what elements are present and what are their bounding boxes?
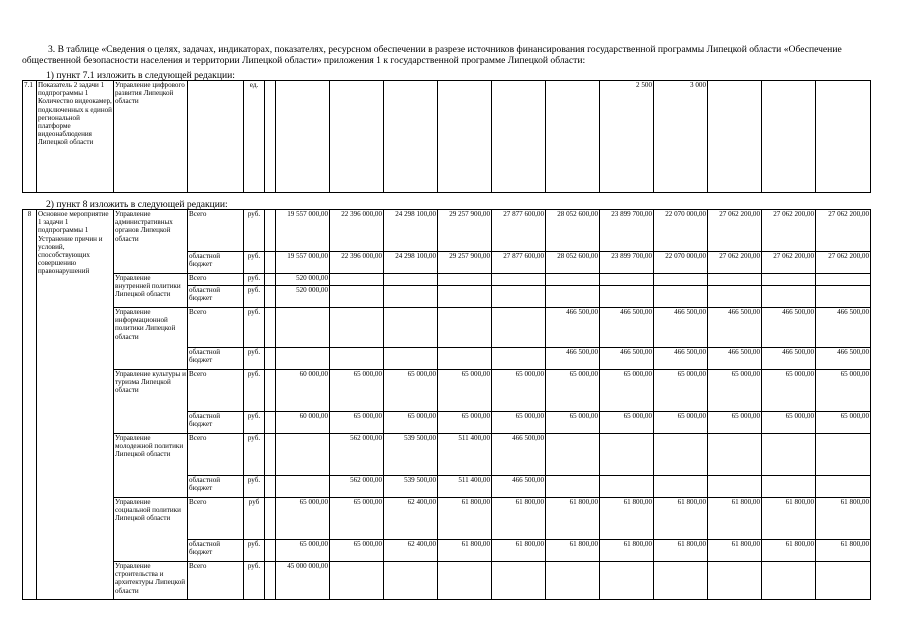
value-cell: 22 396 000,00 bbox=[330, 252, 384, 274]
empty-cell bbox=[265, 210, 276, 252]
value-cell bbox=[600, 562, 654, 600]
empty-cell bbox=[265, 434, 276, 476]
value-cell: 466 500,00 bbox=[762, 308, 816, 348]
unit-cell: руб. bbox=[244, 252, 265, 274]
executor: Управление строительства и архитектуры Липецкой области bbox=[114, 562, 188, 600]
empty-cell bbox=[265, 412, 276, 434]
value-cell: 61 800,00 bbox=[438, 540, 492, 562]
value-cell: 539 500,00 bbox=[384, 434, 438, 476]
value-cell bbox=[438, 274, 492, 286]
value-cell bbox=[492, 274, 546, 286]
table-item-7-1 bbox=[22, 80, 871, 193]
value-cell bbox=[546, 274, 600, 286]
value-cell: 65 000,00 bbox=[600, 370, 654, 412]
value-cell bbox=[708, 286, 762, 308]
value-cell bbox=[276, 434, 330, 476]
value-cell bbox=[816, 476, 871, 498]
value-cell bbox=[600, 286, 654, 308]
value-cell: 466 500,00 bbox=[492, 434, 546, 476]
value-cell bbox=[654, 434, 708, 476]
value-cell: 28 052 600,00 bbox=[546, 252, 600, 274]
value-cell: 60 000,00 bbox=[276, 412, 330, 434]
intro-paragraph: 3. В таблице «Сведения о целях, задачах, индикаторах, показателях, ресурсном обеспечении в разрезе источников финансирования государственной программы Липецкой области «Обеспечение общественной безопасности населения и территории Липецкой области» приложения 1 к государственной программе Липецкой области: bbox=[22, 44, 842, 66]
value-cell: 65 000,00 bbox=[762, 412, 816, 434]
value-cell: 466 500,00 bbox=[600, 308, 654, 348]
value-cell bbox=[276, 81, 330, 193]
value-cell bbox=[492, 348, 546, 370]
value-cell bbox=[654, 562, 708, 600]
value-cell bbox=[492, 81, 546, 193]
table-item-8 bbox=[22, 209, 871, 600]
funding-source: областной бюджет bbox=[188, 252, 244, 274]
activity-name: Основное мероприятие 1 задачи 1 подпрограммы 1 Устранение причин и условий, способствующих совершению правонарушений bbox=[37, 210, 114, 600]
row-number: 7.1 bbox=[23, 81, 37, 193]
value-cell: 61 800,00 bbox=[492, 540, 546, 562]
value-cell bbox=[762, 434, 816, 476]
value-cell bbox=[438, 348, 492, 370]
value-cell bbox=[330, 348, 384, 370]
value-cell bbox=[816, 81, 871, 193]
value-cell: 65 000,00 bbox=[438, 412, 492, 434]
unit-cell: руб. bbox=[244, 412, 265, 434]
funding-source: Всего bbox=[188, 434, 244, 476]
unit-cell: руб. bbox=[244, 370, 265, 412]
value-cell: 65 000,00 bbox=[330, 370, 384, 412]
value-cell: 466 500,00 bbox=[816, 348, 871, 370]
funding-source: Всего bbox=[188, 498, 244, 540]
funding-source: областной бюджет bbox=[188, 412, 244, 434]
table-row bbox=[23, 434, 871, 476]
executor: Управление цифрового развития Липецкой области bbox=[114, 81, 188, 193]
value-cell bbox=[816, 434, 871, 476]
value-cell bbox=[546, 81, 600, 193]
value-cell bbox=[330, 81, 384, 193]
value-cell: 60 000,00 bbox=[276, 370, 330, 412]
value-cell bbox=[438, 286, 492, 308]
value-cell bbox=[816, 274, 871, 286]
value-cell bbox=[762, 286, 816, 308]
table-row bbox=[23, 210, 871, 252]
funding-source: областной бюджет bbox=[188, 540, 244, 562]
unit-cell: руб. bbox=[244, 274, 265, 286]
value-cell: 65 000,00 bbox=[276, 498, 330, 540]
value-cell: 65 000,00 bbox=[762, 370, 816, 412]
value-cell bbox=[816, 562, 871, 600]
value-cell bbox=[384, 308, 438, 348]
value-cell bbox=[438, 81, 492, 193]
value-cell: 65 000,00 bbox=[492, 370, 546, 412]
value-cell: 23 899 700,00 bbox=[600, 252, 654, 274]
value-cell: 466 500,00 bbox=[600, 348, 654, 370]
value-cell bbox=[762, 562, 816, 600]
value-cell: 29 257 900,00 bbox=[438, 210, 492, 252]
value-cell: 61 800,00 bbox=[600, 540, 654, 562]
unit-cell: руб bbox=[244, 498, 265, 540]
value-cell: 511 400,00 bbox=[438, 434, 492, 476]
value-cell: 65 000,00 bbox=[816, 412, 871, 434]
value-cell: 27 062 200,00 bbox=[762, 252, 816, 274]
value-cell: 466 500,00 bbox=[708, 348, 762, 370]
value-cell: 65 000,00 bbox=[384, 412, 438, 434]
source-cell bbox=[188, 81, 244, 193]
value-cell bbox=[438, 308, 492, 348]
funding-source: областной бюджет bbox=[188, 286, 244, 308]
value-cell: 61 800,00 bbox=[816, 498, 871, 540]
executor: Управление молодежной политики Липецкой области bbox=[114, 434, 188, 498]
value-cell: 23 899 700,00 bbox=[600, 210, 654, 252]
funding-source: Всего bbox=[188, 370, 244, 412]
value-cell: 65 000,00 bbox=[708, 370, 762, 412]
table-row bbox=[23, 81, 871, 193]
unit-cell: руб. bbox=[244, 348, 265, 370]
value-cell bbox=[708, 434, 762, 476]
value-cell: 65 000,00 bbox=[492, 412, 546, 434]
value-cell bbox=[600, 434, 654, 476]
value-cell bbox=[384, 348, 438, 370]
value-cell bbox=[492, 562, 546, 600]
empty-cell bbox=[265, 274, 276, 286]
unit-cell: руб. bbox=[244, 434, 265, 476]
table-row bbox=[23, 562, 871, 600]
value-cell bbox=[654, 274, 708, 286]
value-cell: 27 062 200,00 bbox=[762, 210, 816, 252]
value-cell: 466 500,00 bbox=[546, 308, 600, 348]
unit-cell: руб. bbox=[244, 308, 265, 348]
value-cell bbox=[330, 308, 384, 348]
value-cell: 466 500,00 bbox=[762, 348, 816, 370]
value-cell: 511 400,00 bbox=[438, 476, 492, 498]
value-cell: 65 000,00 bbox=[276, 540, 330, 562]
value-cell bbox=[276, 476, 330, 498]
value-cell bbox=[546, 476, 600, 498]
value-cell bbox=[708, 274, 762, 286]
unit-cell: руб. bbox=[244, 210, 265, 252]
value-cell: 466 500,00 bbox=[492, 476, 546, 498]
value-cell: 65 000,00 bbox=[330, 498, 384, 540]
value-cell: 27 877 600,00 bbox=[492, 252, 546, 274]
value-cell bbox=[546, 434, 600, 476]
value-cell: 61 800,00 bbox=[762, 498, 816, 540]
value-cell bbox=[384, 562, 438, 600]
value-cell: 61 800,00 bbox=[438, 498, 492, 540]
executor: Управление административных органов Липецкой области bbox=[114, 210, 188, 274]
value-cell bbox=[546, 562, 600, 600]
executor: Управление внутренней политики Липецкой области bbox=[114, 274, 188, 308]
value-cell: 22 070 000,00 bbox=[654, 252, 708, 274]
value-cell: 27 062 200,00 bbox=[708, 210, 762, 252]
empty-cell bbox=[265, 476, 276, 498]
value-cell: 22 070 000,00 bbox=[654, 210, 708, 252]
value-cell bbox=[600, 476, 654, 498]
value-cell: 539 500,00 bbox=[384, 476, 438, 498]
unit-cell: руб. bbox=[244, 540, 265, 562]
funding-source: Всего bbox=[188, 562, 244, 600]
empty-cell bbox=[265, 308, 276, 348]
empty-cell bbox=[265, 252, 276, 274]
empty-cell bbox=[265, 81, 276, 193]
value-cell: 28 052 600,00 bbox=[546, 210, 600, 252]
value-cell bbox=[492, 286, 546, 308]
value-cell: 520 000,00 bbox=[276, 274, 330, 286]
value-cell: 45 000 000,00 bbox=[276, 562, 330, 600]
value-cell: 65 000,00 bbox=[384, 370, 438, 412]
value-cell: 65 000,00 bbox=[546, 370, 600, 412]
value-cell: 27 877 600,00 bbox=[492, 210, 546, 252]
value-cell: 62 400,00 bbox=[384, 498, 438, 540]
value-cell: 61 800,00 bbox=[546, 540, 600, 562]
value-cell: 466 500,00 bbox=[654, 308, 708, 348]
table-row bbox=[23, 274, 871, 286]
funding-source: областной бюджет bbox=[188, 348, 244, 370]
value-cell: 22 396 000,00 bbox=[330, 210, 384, 252]
value-cell: 2 500 bbox=[600, 81, 654, 193]
empty-cell bbox=[265, 286, 276, 308]
item-8-heading: 2) пункт 8 изложить в следующей редакции: bbox=[46, 199, 228, 210]
value-cell: 65 000,00 bbox=[654, 412, 708, 434]
value-cell: 61 800,00 bbox=[546, 498, 600, 540]
table-row bbox=[23, 308, 871, 348]
value-cell: 61 800,00 bbox=[654, 540, 708, 562]
value-cell bbox=[816, 286, 871, 308]
value-cell: 65 000,00 bbox=[654, 370, 708, 412]
value-cell: 65 000,00 bbox=[816, 370, 871, 412]
value-cell bbox=[708, 476, 762, 498]
empty-cell bbox=[265, 540, 276, 562]
value-cell bbox=[654, 286, 708, 308]
value-cell: 65 000,00 bbox=[330, 540, 384, 562]
value-cell: 65 000,00 bbox=[438, 370, 492, 412]
value-cell bbox=[762, 274, 816, 286]
value-cell: 466 500,00 bbox=[816, 308, 871, 348]
value-cell: 466 500,00 bbox=[708, 308, 762, 348]
executor: Управление культуры и туризма Липецкой области bbox=[114, 370, 188, 434]
value-cell: 562 000,00 bbox=[330, 476, 384, 498]
value-cell: 3 000 bbox=[654, 81, 708, 193]
value-cell bbox=[330, 562, 384, 600]
empty-cell bbox=[265, 348, 276, 370]
value-cell: 61 800,00 bbox=[708, 498, 762, 540]
value-cell bbox=[330, 286, 384, 308]
value-cell bbox=[600, 274, 654, 286]
value-cell: 29 257 900,00 bbox=[438, 252, 492, 274]
table-row bbox=[23, 370, 871, 412]
value-cell: 61 800,00 bbox=[600, 498, 654, 540]
unit-cell: руб. bbox=[244, 562, 265, 600]
value-cell: 65 000,00 bbox=[600, 412, 654, 434]
empty-cell bbox=[265, 498, 276, 540]
value-cell: 520 000,00 bbox=[276, 286, 330, 308]
value-cell: 65 000,00 bbox=[708, 412, 762, 434]
unit-cell: руб. bbox=[244, 476, 265, 498]
value-cell bbox=[546, 286, 600, 308]
value-cell: 27 062 200,00 bbox=[816, 252, 871, 274]
funding-source: областной бюджет bbox=[188, 476, 244, 498]
funding-source: Всего bbox=[188, 274, 244, 286]
value-cell: 61 800,00 bbox=[816, 540, 871, 562]
value-cell bbox=[384, 274, 438, 286]
row-number: 8 bbox=[23, 210, 37, 600]
value-cell: 24 298 100,00 bbox=[384, 210, 438, 252]
value-cell bbox=[384, 81, 438, 193]
funding-source: Всего bbox=[188, 210, 244, 252]
value-cell: 61 800,00 bbox=[762, 540, 816, 562]
value-cell: 466 500,00 bbox=[546, 348, 600, 370]
value-cell: 61 800,00 bbox=[654, 498, 708, 540]
executor: Управление информационной политики Липецкой области bbox=[114, 308, 188, 370]
value-cell: 65 000,00 bbox=[330, 412, 384, 434]
funding-source: Всего bbox=[188, 308, 244, 348]
empty-cell bbox=[265, 562, 276, 600]
value-cell: 19 557 000,00 bbox=[276, 210, 330, 252]
value-cell bbox=[384, 286, 438, 308]
value-cell: 62 400,00 bbox=[384, 540, 438, 562]
value-cell: 562 000,00 bbox=[330, 434, 384, 476]
empty-cell bbox=[265, 370, 276, 412]
value-cell bbox=[708, 562, 762, 600]
value-cell bbox=[330, 274, 384, 286]
value-cell: 65 000,00 bbox=[546, 412, 600, 434]
unit-cell: ед. bbox=[244, 81, 265, 193]
value-cell bbox=[276, 348, 330, 370]
value-cell: 24 298 100,00 bbox=[384, 252, 438, 274]
table-row bbox=[23, 498, 871, 540]
value-cell bbox=[492, 308, 546, 348]
value-cell: 19 557 000,00 bbox=[276, 252, 330, 274]
value-cell bbox=[276, 308, 330, 348]
executor: Управление социальной политики Липецкой области bbox=[114, 498, 188, 562]
value-cell: 61 800,00 bbox=[492, 498, 546, 540]
value-cell bbox=[762, 81, 816, 193]
value-cell bbox=[762, 476, 816, 498]
value-cell bbox=[438, 562, 492, 600]
value-cell: 466 500,00 bbox=[654, 348, 708, 370]
indicator-name: Показатель 2 задачи 1 подпрограммы 1 Количество видеокамер, подключенных к единой региональной платформе видеонаблюдения Липецкой области bbox=[37, 81, 114, 193]
item-7-1-heading: 1) пункт 7.1 изложить в следующей редакции: bbox=[46, 70, 235, 81]
value-cell: 27 062 200,00 bbox=[708, 252, 762, 274]
unit-cell: руб. bbox=[244, 286, 265, 308]
value-cell: 61 800,00 bbox=[708, 540, 762, 562]
value-cell: 27 062 200,00 bbox=[816, 210, 871, 252]
value-cell bbox=[708, 81, 762, 193]
value-cell bbox=[654, 476, 708, 498]
